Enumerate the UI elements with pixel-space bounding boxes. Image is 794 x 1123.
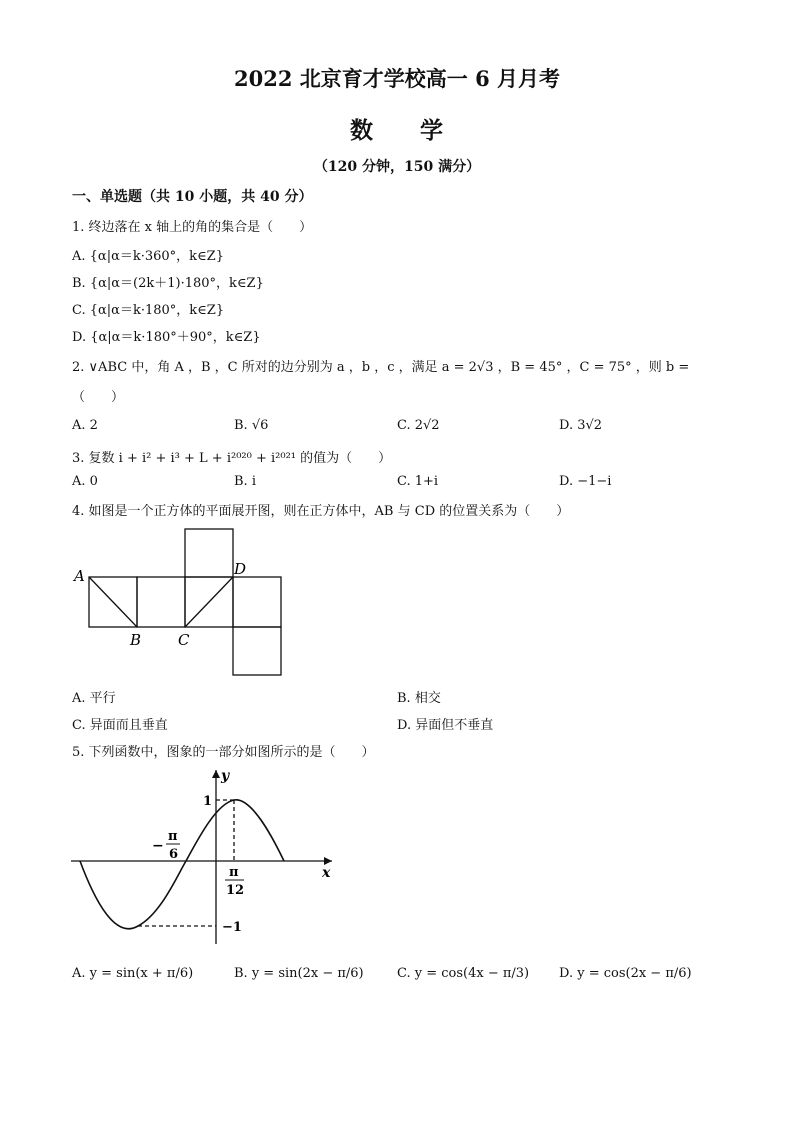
label-d: D <box>234 560 247 578</box>
q3-option-a: A. 0 <box>72 474 98 489</box>
q2-option-c: C. 2√2 <box>397 418 440 433</box>
label-b: B <box>130 631 142 649</box>
q1-option-d: D. {α|α＝k·180°＋90°，k∈Z} <box>72 330 261 345</box>
q2-stem-cont: （ ） <box>72 390 125 405</box>
exam-meta: （120 分钟，150 满分） <box>313 159 481 175</box>
q2-option-a: A. 2 <box>72 418 98 433</box>
q5-option-b: B. y = sin(2x − π/6) <box>234 966 364 981</box>
subject-char-1: 数 <box>350 117 374 144</box>
tick-neg-pi6-den: 6 <box>169 847 179 862</box>
q2-stem: 2. ∨ABC 中，角 A ，B ，C 所对的边分别为 a ，b ，c ，满足 a = 2√3 ，B = 45° ，C = 75° ，则 b = <box>72 360 690 375</box>
q4-option-b: B. 相交 <box>397 691 441 706</box>
axis-x-label: x <box>322 865 331 881</box>
q4-option-a: A. 平行 <box>72 691 116 706</box>
section-heading: 一、单选题（共 10 小题，共 40 分） <box>72 189 313 205</box>
q4-option-c: C. 异面而且垂直 <box>72 718 168 733</box>
tick-pi12-den: 12 <box>226 883 245 898</box>
tick-one: 1 <box>203 794 213 809</box>
q3-option-b: B. i <box>234 474 256 489</box>
q3-stem: 3. 复数 i + i² + i³ + L + i²⁰²⁰ + i²⁰²¹ 的值为（ ） <box>72 451 392 466</box>
tick-pi12-num: π <box>229 865 239 880</box>
label-a: A <box>74 567 85 585</box>
q2-option-d: D. 3√2 <box>559 418 603 433</box>
q5-option-a: A. y = sin(x + π/6) <box>72 966 194 981</box>
q1-option-a: A. {α|α＝k·360°，k∈Z} <box>72 249 224 264</box>
q5-stem: 5. 下列函数中，图象的一部分如图所示的是（ ） <box>72 745 375 760</box>
tick-neg-one: −1 <box>222 920 242 935</box>
q1-stem: 1. 终边落在 x 轴上的角的集合是（ ） <box>72 220 313 235</box>
q5-option-c: C. y = cos(4x − π/3) <box>397 966 530 981</box>
q3-option-c: C. 1+i <box>397 474 439 489</box>
q1-option-c: C. {α|α＝k·180°，k∈Z} <box>72 303 225 318</box>
q4-stem: 4. 如图是一个正方体的平面展开图，则在正方体中，AB 与 CD 的位置关系为（ ） <box>72 504 570 519</box>
q5-option-d: D. y = cos(2x − π/6) <box>559 966 692 981</box>
cube-net-figure <box>70 525 290 685</box>
axis-y-label: y <box>221 768 230 784</box>
subject-char-2: 学 <box>420 117 444 144</box>
tick-neg-pi6-num: π <box>168 829 178 844</box>
subject-title <box>0 112 794 145</box>
q1-option-b: B. {α|α＝(2k＋1)·180°，k∈Z} <box>72 276 264 291</box>
sine-graph-figure <box>66 764 346 954</box>
q3-option-d: D. −1−i <box>559 474 612 489</box>
q2-option-b: B. √6 <box>234 418 269 433</box>
q4-option-d: D. 异面但不垂直 <box>397 718 494 733</box>
tick-neg-pi6-minus: − <box>152 838 164 854</box>
label-c: C <box>178 631 190 649</box>
page-title: 2022 北京育才学校高一 6 月月考 <box>234 66 560 91</box>
